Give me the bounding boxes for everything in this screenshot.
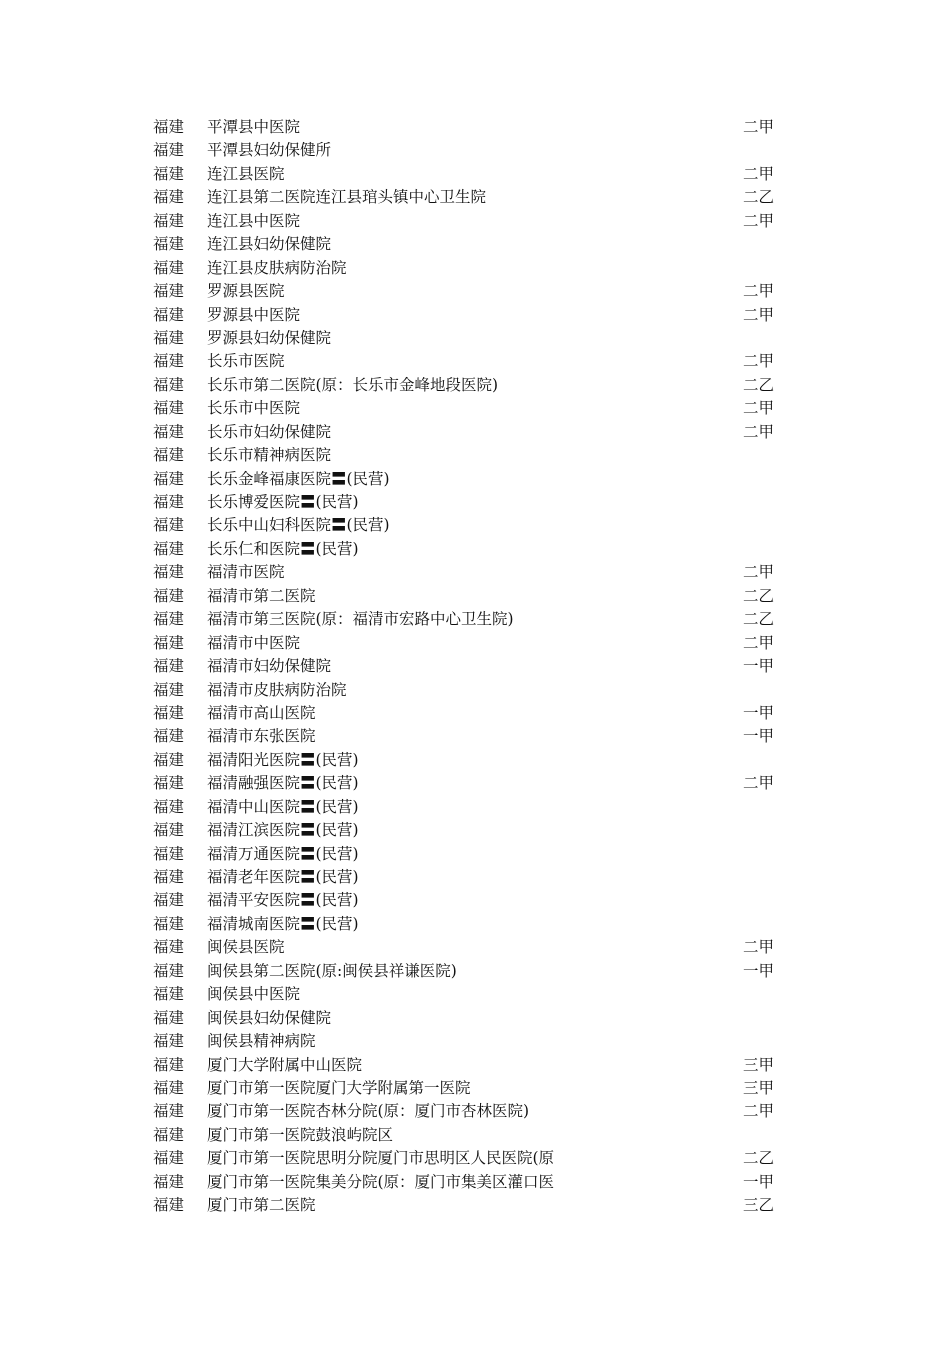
list-item xyxy=(153,866,783,889)
list-item xyxy=(153,843,783,866)
hospital-name-cell: 福清市皮肤病防治院 xyxy=(207,680,347,699)
list-item xyxy=(153,913,783,936)
province-cell: 福建 xyxy=(153,235,185,254)
hospital-list xyxy=(153,116,783,1218)
list-item xyxy=(153,772,783,795)
hospital-name-cell: 长乐中山妇科医院〓(民营) xyxy=(207,516,390,535)
hospital-name-cell: 长乐市医院 xyxy=(207,352,285,371)
grade-cell: 二乙 xyxy=(743,586,775,605)
hospital-name-cell: 罗源县中医院 xyxy=(207,305,301,324)
list-item xyxy=(153,374,783,397)
hospital-name-cell: 连江县医院 xyxy=(207,164,285,183)
hospital-name-cell: 福清市第三医院(原：福清市宏路中心卫生院) xyxy=(207,610,514,629)
hospital-name-cell: 厦门市第二医院 xyxy=(207,1196,316,1215)
province-cell: 福建 xyxy=(153,399,185,418)
hospital-name-cell: 福清融强医院〓(民营) xyxy=(207,774,359,793)
province-cell: 福建 xyxy=(153,891,185,910)
grade-cell: 三甲 xyxy=(743,1055,775,1074)
hospital-name-cell: 闽侯县医院 xyxy=(207,938,285,957)
province-cell: 福建 xyxy=(153,328,185,347)
hospital-name-cell: 福清市中医院 xyxy=(207,633,301,652)
grade-cell: 二甲 xyxy=(743,282,775,301)
hospital-name-cell: 罗源县妇幼保健院 xyxy=(207,328,332,347)
grade-cell: 二甲 xyxy=(743,399,775,418)
province-cell: 福建 xyxy=(153,305,185,324)
grade-cell: 一甲 xyxy=(743,1172,775,1191)
list-item xyxy=(153,210,783,233)
grade-cell: 二甲 xyxy=(743,1102,775,1121)
province-cell: 福建 xyxy=(153,1102,185,1121)
grade-cell: 二甲 xyxy=(743,352,775,371)
province-cell: 福建 xyxy=(153,493,185,511)
list-item xyxy=(153,889,783,912)
hospital-name-cell: 闽侯县第二医院(原:闽侯县祥谦医院) xyxy=(207,961,457,980)
hospital-name-cell: 罗源县医院 xyxy=(207,282,285,301)
list-item xyxy=(153,655,783,678)
hospital-name-cell: 连江县第二医院连江县琯头镇中心卫生院 xyxy=(207,188,487,207)
province-cell: 福建 xyxy=(153,633,185,652)
hospital-name-cell: 长乐仁和医院〓(民营) xyxy=(207,539,359,558)
province-cell: 福建 xyxy=(153,516,185,535)
hospital-name-cell: 长乐金峰福康医院〓(民营) xyxy=(207,469,390,488)
hospital-name-cell: 闽侯县妇幼保健院 xyxy=(207,1008,332,1027)
province-cell: 福建 xyxy=(153,868,185,886)
province-cell: 福建 xyxy=(153,1055,185,1074)
province-cell: 福建 xyxy=(153,469,185,488)
hospital-name-cell: 福清老年医院〓(民营) xyxy=(207,868,359,886)
grade-cell: 三乙 xyxy=(743,1196,775,1215)
hospital-name-cell: 福清城南医院〓(民营) xyxy=(207,914,359,933)
province-cell: 福建 xyxy=(153,797,185,816)
list-item xyxy=(153,1007,783,1030)
province-cell: 福建 xyxy=(153,1078,185,1097)
hospital-name-cell: 长乐市精神病医院 xyxy=(207,446,332,465)
list-item xyxy=(153,608,783,631)
grade-cell: 二甲 xyxy=(743,633,775,652)
province-cell: 福建 xyxy=(153,774,185,793)
hospital-name-cell: 福清市东张医院 xyxy=(207,727,316,746)
hospital-name-cell: 厦门市第一医院集美分院(原：厦门市集美区灌口医 xyxy=(207,1172,555,1191)
list-item xyxy=(153,444,783,467)
province-cell: 福建 xyxy=(153,914,185,933)
hospital-name-cell: 福清平安医院〓(民营) xyxy=(207,891,359,910)
list-item xyxy=(153,1171,783,1194)
province-cell: 福建 xyxy=(153,118,185,136)
list-item xyxy=(153,1124,783,1147)
list-item xyxy=(153,796,783,819)
grade-cell: 二乙 xyxy=(743,188,775,207)
province-cell: 福建 xyxy=(153,1125,185,1144)
grade-cell: 二甲 xyxy=(743,211,775,230)
hospital-name-cell: 福清市第二医院 xyxy=(207,586,316,605)
list-item xyxy=(153,679,783,702)
list-item xyxy=(153,491,783,514)
province-cell: 福建 xyxy=(153,1008,185,1027)
province-cell: 福建 xyxy=(153,211,185,230)
grade-cell: 一甲 xyxy=(743,657,775,676)
list-item xyxy=(153,1194,783,1217)
list-item xyxy=(153,538,783,561)
province-cell: 福建 xyxy=(153,657,185,676)
list-item xyxy=(153,350,783,373)
list-item xyxy=(153,116,783,139)
list-item xyxy=(153,233,783,256)
province-cell: 福建 xyxy=(153,141,185,160)
province-cell: 福建 xyxy=(153,282,185,301)
hospital-name-cell: 长乐市第二医院(原：长乐市金峰地段医院) xyxy=(207,375,499,394)
grade-cell: 二甲 xyxy=(743,118,775,136)
list-item xyxy=(153,304,783,327)
grade-cell: 一甲 xyxy=(743,703,775,722)
province-cell: 福建 xyxy=(153,258,185,277)
list-item xyxy=(153,280,783,303)
province-cell: 福建 xyxy=(153,164,185,183)
grade-cell: 二乙 xyxy=(743,375,775,394)
province-cell: 福建 xyxy=(153,703,185,722)
list-item xyxy=(153,1054,783,1077)
province-cell: 福建 xyxy=(153,446,185,465)
grade-cell: 二甲 xyxy=(743,164,775,183)
province-cell: 福建 xyxy=(153,586,185,605)
grade-cell: 一甲 xyxy=(743,727,775,746)
province-cell: 福建 xyxy=(153,563,185,582)
list-item xyxy=(153,139,783,162)
hospital-name-cell: 厦门市第一医院杏林分院(原：厦门市杏林医院) xyxy=(207,1102,530,1121)
grade-cell: 一甲 xyxy=(743,961,775,980)
province-cell: 福建 xyxy=(153,1149,185,1168)
hospital-name-cell: 长乐市中医院 xyxy=(207,399,301,418)
grade-cell: 二甲 xyxy=(743,422,775,441)
grade-cell: 二甲 xyxy=(743,563,775,582)
list-item xyxy=(153,514,783,537)
grade-cell: 二甲 xyxy=(743,938,775,957)
province-cell: 福建 xyxy=(153,821,185,840)
province-cell: 福建 xyxy=(153,1196,185,1215)
province-cell: 福建 xyxy=(153,750,185,769)
province-cell: 福建 xyxy=(153,680,185,699)
hospital-name-cell: 福清江滨医院〓(民营) xyxy=(207,821,359,840)
list-item xyxy=(153,1077,783,1100)
hospital-name-cell: 福清市妇幼保健院 xyxy=(207,657,332,676)
hospital-name-cell: 闽侯县精神病院 xyxy=(207,1032,316,1051)
hospital-name-cell: 连江县皮肤病防治院 xyxy=(207,258,347,277)
list-item xyxy=(153,749,783,772)
list-item xyxy=(153,1147,783,1170)
list-item xyxy=(153,561,783,584)
province-cell: 福建 xyxy=(153,188,185,207)
hospital-name-cell: 福清市高山医院 xyxy=(207,703,316,722)
province-cell: 福建 xyxy=(153,422,185,441)
hospital-name-cell: 厦门市第一医院厦门大学附属第一医院 xyxy=(207,1078,471,1097)
hospital-name-cell: 连江县中医院 xyxy=(207,211,301,230)
hospital-name-cell: 闽侯县中医院 xyxy=(207,985,301,1004)
hospital-name-cell: 平潭县中医院 xyxy=(207,118,301,136)
list-item xyxy=(153,163,783,186)
list-item xyxy=(153,632,783,655)
list-item xyxy=(153,468,783,491)
grade-cell: 二乙 xyxy=(743,1149,775,1168)
province-cell: 福建 xyxy=(153,1172,185,1191)
list-item xyxy=(153,186,783,209)
list-item xyxy=(153,585,783,608)
list-item xyxy=(153,983,783,1006)
hospital-name-cell: 长乐博爱医院〓(民营) xyxy=(207,493,359,511)
list-item xyxy=(153,257,783,280)
list-item xyxy=(153,327,783,350)
hospital-name-cell: 连江县妇幼保健院 xyxy=(207,235,332,254)
list-item xyxy=(153,421,783,444)
hospital-name-cell: 平潭县妇幼保健所 xyxy=(207,141,332,160)
grade-cell: 二甲 xyxy=(743,774,775,793)
list-item xyxy=(153,936,783,959)
province-cell: 福建 xyxy=(153,961,185,980)
list-item xyxy=(153,819,783,842)
hospital-name-cell: 福清市医院 xyxy=(207,563,285,582)
province-cell: 福建 xyxy=(153,375,185,394)
province-cell: 福建 xyxy=(153,985,185,1004)
province-cell: 福建 xyxy=(153,938,185,957)
hospital-name-cell: 福清中山医院〓(民营) xyxy=(207,797,359,816)
province-cell: 福建 xyxy=(153,727,185,746)
list-item xyxy=(153,960,783,983)
hospital-name-cell: 福清万通医院〓(民营) xyxy=(207,844,359,863)
hospital-name-cell: 长乐市妇幼保健院 xyxy=(207,422,332,441)
province-cell: 福建 xyxy=(153,610,185,629)
list-item xyxy=(153,702,783,725)
list-item xyxy=(153,725,783,748)
list-item xyxy=(153,1100,783,1123)
province-cell: 福建 xyxy=(153,1032,185,1051)
grade-cell: 三甲 xyxy=(743,1078,775,1097)
list-item xyxy=(153,1030,783,1053)
province-cell: 福建 xyxy=(153,352,185,371)
province-cell: 福建 xyxy=(153,844,185,863)
hospital-name-cell: 厦门市第一医院鼓浪屿院区 xyxy=(207,1125,394,1144)
grade-cell: 二乙 xyxy=(743,610,775,629)
province-cell: 福建 xyxy=(153,539,185,558)
hospital-name-cell: 福清阳光医院〓(民营) xyxy=(207,750,359,769)
hospital-name-cell: 厦门大学附属中山医院 xyxy=(207,1055,363,1074)
hospital-name-cell: 厦门市第一医院思明分院厦门市思明区人民医院(原 xyxy=(207,1149,555,1168)
grade-cell: 二甲 xyxy=(743,305,775,324)
list-item xyxy=(153,397,783,420)
